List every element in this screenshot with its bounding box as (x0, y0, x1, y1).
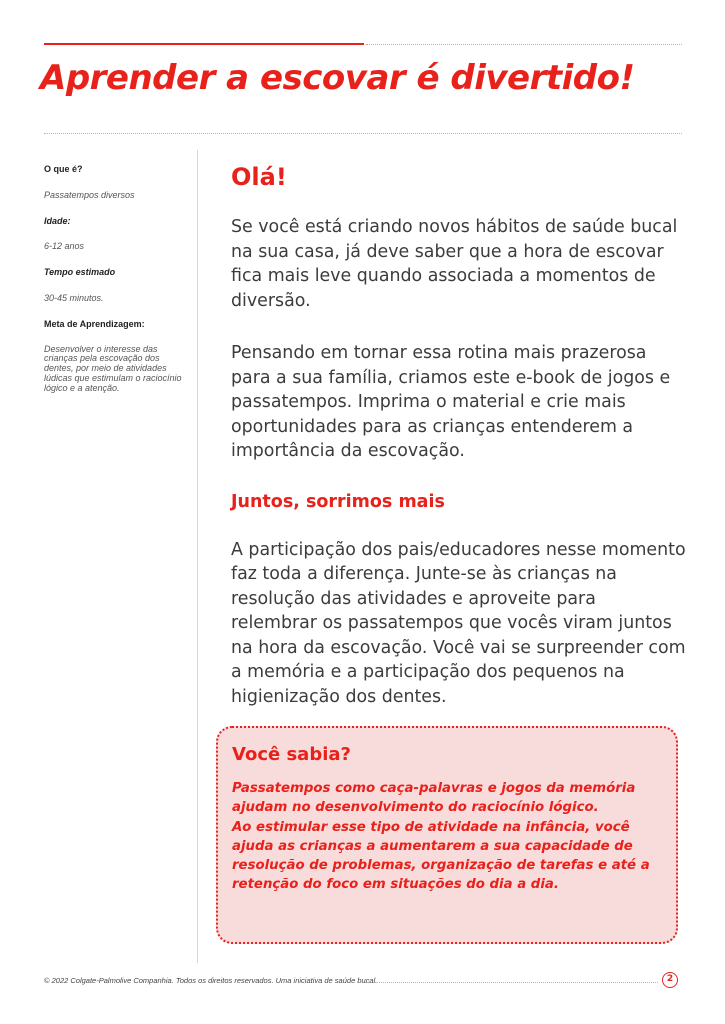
header-rule-dotted (366, 44, 682, 45)
ebook-paragraph: Pensando em tornar essa rotina mais prazerosa para a sua família, criamos este e-book de jogos e passatempos. Imprima o material e crie mais oportunidades para as crianças entenderem a importância da escovação. (231, 343, 671, 461)
goal-value: Desenvolver o interesse das crianças pela escovação dos dentes, por meio de atividades lúdicas que estimulam o raciocínio lógico e a atenção. (44, 343, 182, 394)
column-divider (197, 150, 198, 963)
header-rule-solid (44, 43, 364, 45)
page-number-badge: 2 (662, 972, 678, 988)
main-content (231, 163, 686, 737)
page-title: Aprender a escovar é divertido! (40, 58, 635, 98)
callout-text-2: Ao estimular esse tipo de atividade na infância, você ajuda as crianças a aumentarem a sua capacidade de resolução de problemas, organização de tarefas e até a retenção do foco em situações do dia a dia. (232, 819, 650, 893)
what-value: Passatempos diversos (44, 189, 135, 200)
callout-title: Você sabia? (232, 744, 351, 765)
participation-paragraph: A participação dos pais/educadores nesse momento faz toda a diferença. Junte-se às crianças na resolução das atividades e aproveite para relembrar os passatempos que vocês viram juntos na hora da escovação. Você vai se surpreender com a memória e a participação dos pequenos na higienização dos dentes. (231, 539, 686, 707)
age-label: Idade: (44, 215, 71, 226)
time-value: 30-45 minutos. (44, 292, 104, 303)
goal-label: Meta de Aprendizagem: (44, 318, 145, 329)
footer-rule-dotted (365, 982, 658, 983)
greeting-heading: Olá! (231, 163, 287, 191)
footer-copyright: © 2022 Colgate-Palmolive Companhia. Todos os direitos reservados. Uma iniciativa de saúde bucal. (44, 976, 378, 985)
title-rule-dotted (44, 133, 682, 134)
info-sidebar (44, 164, 184, 409)
callout-text-1: Passatempos como caça-palavras e jogos da memória ajudam no desenvolvimento do raciocínio lógico. (232, 781, 636, 816)
intro-paragraph: Se você está criando novos hábitos de saúde bucal na sua casa, já deve saber que a hora de escovar fica mais leve quando associada a momentos de diversão. (231, 217, 678, 311)
age-value: 6-12 anos (44, 241, 85, 252)
what-label: O que é? (44, 164, 83, 174)
time-label: Tempo estimado (44, 267, 116, 278)
did-you-know-box (216, 726, 678, 944)
together-heading: Juntos, sorrimos mais (231, 491, 445, 512)
